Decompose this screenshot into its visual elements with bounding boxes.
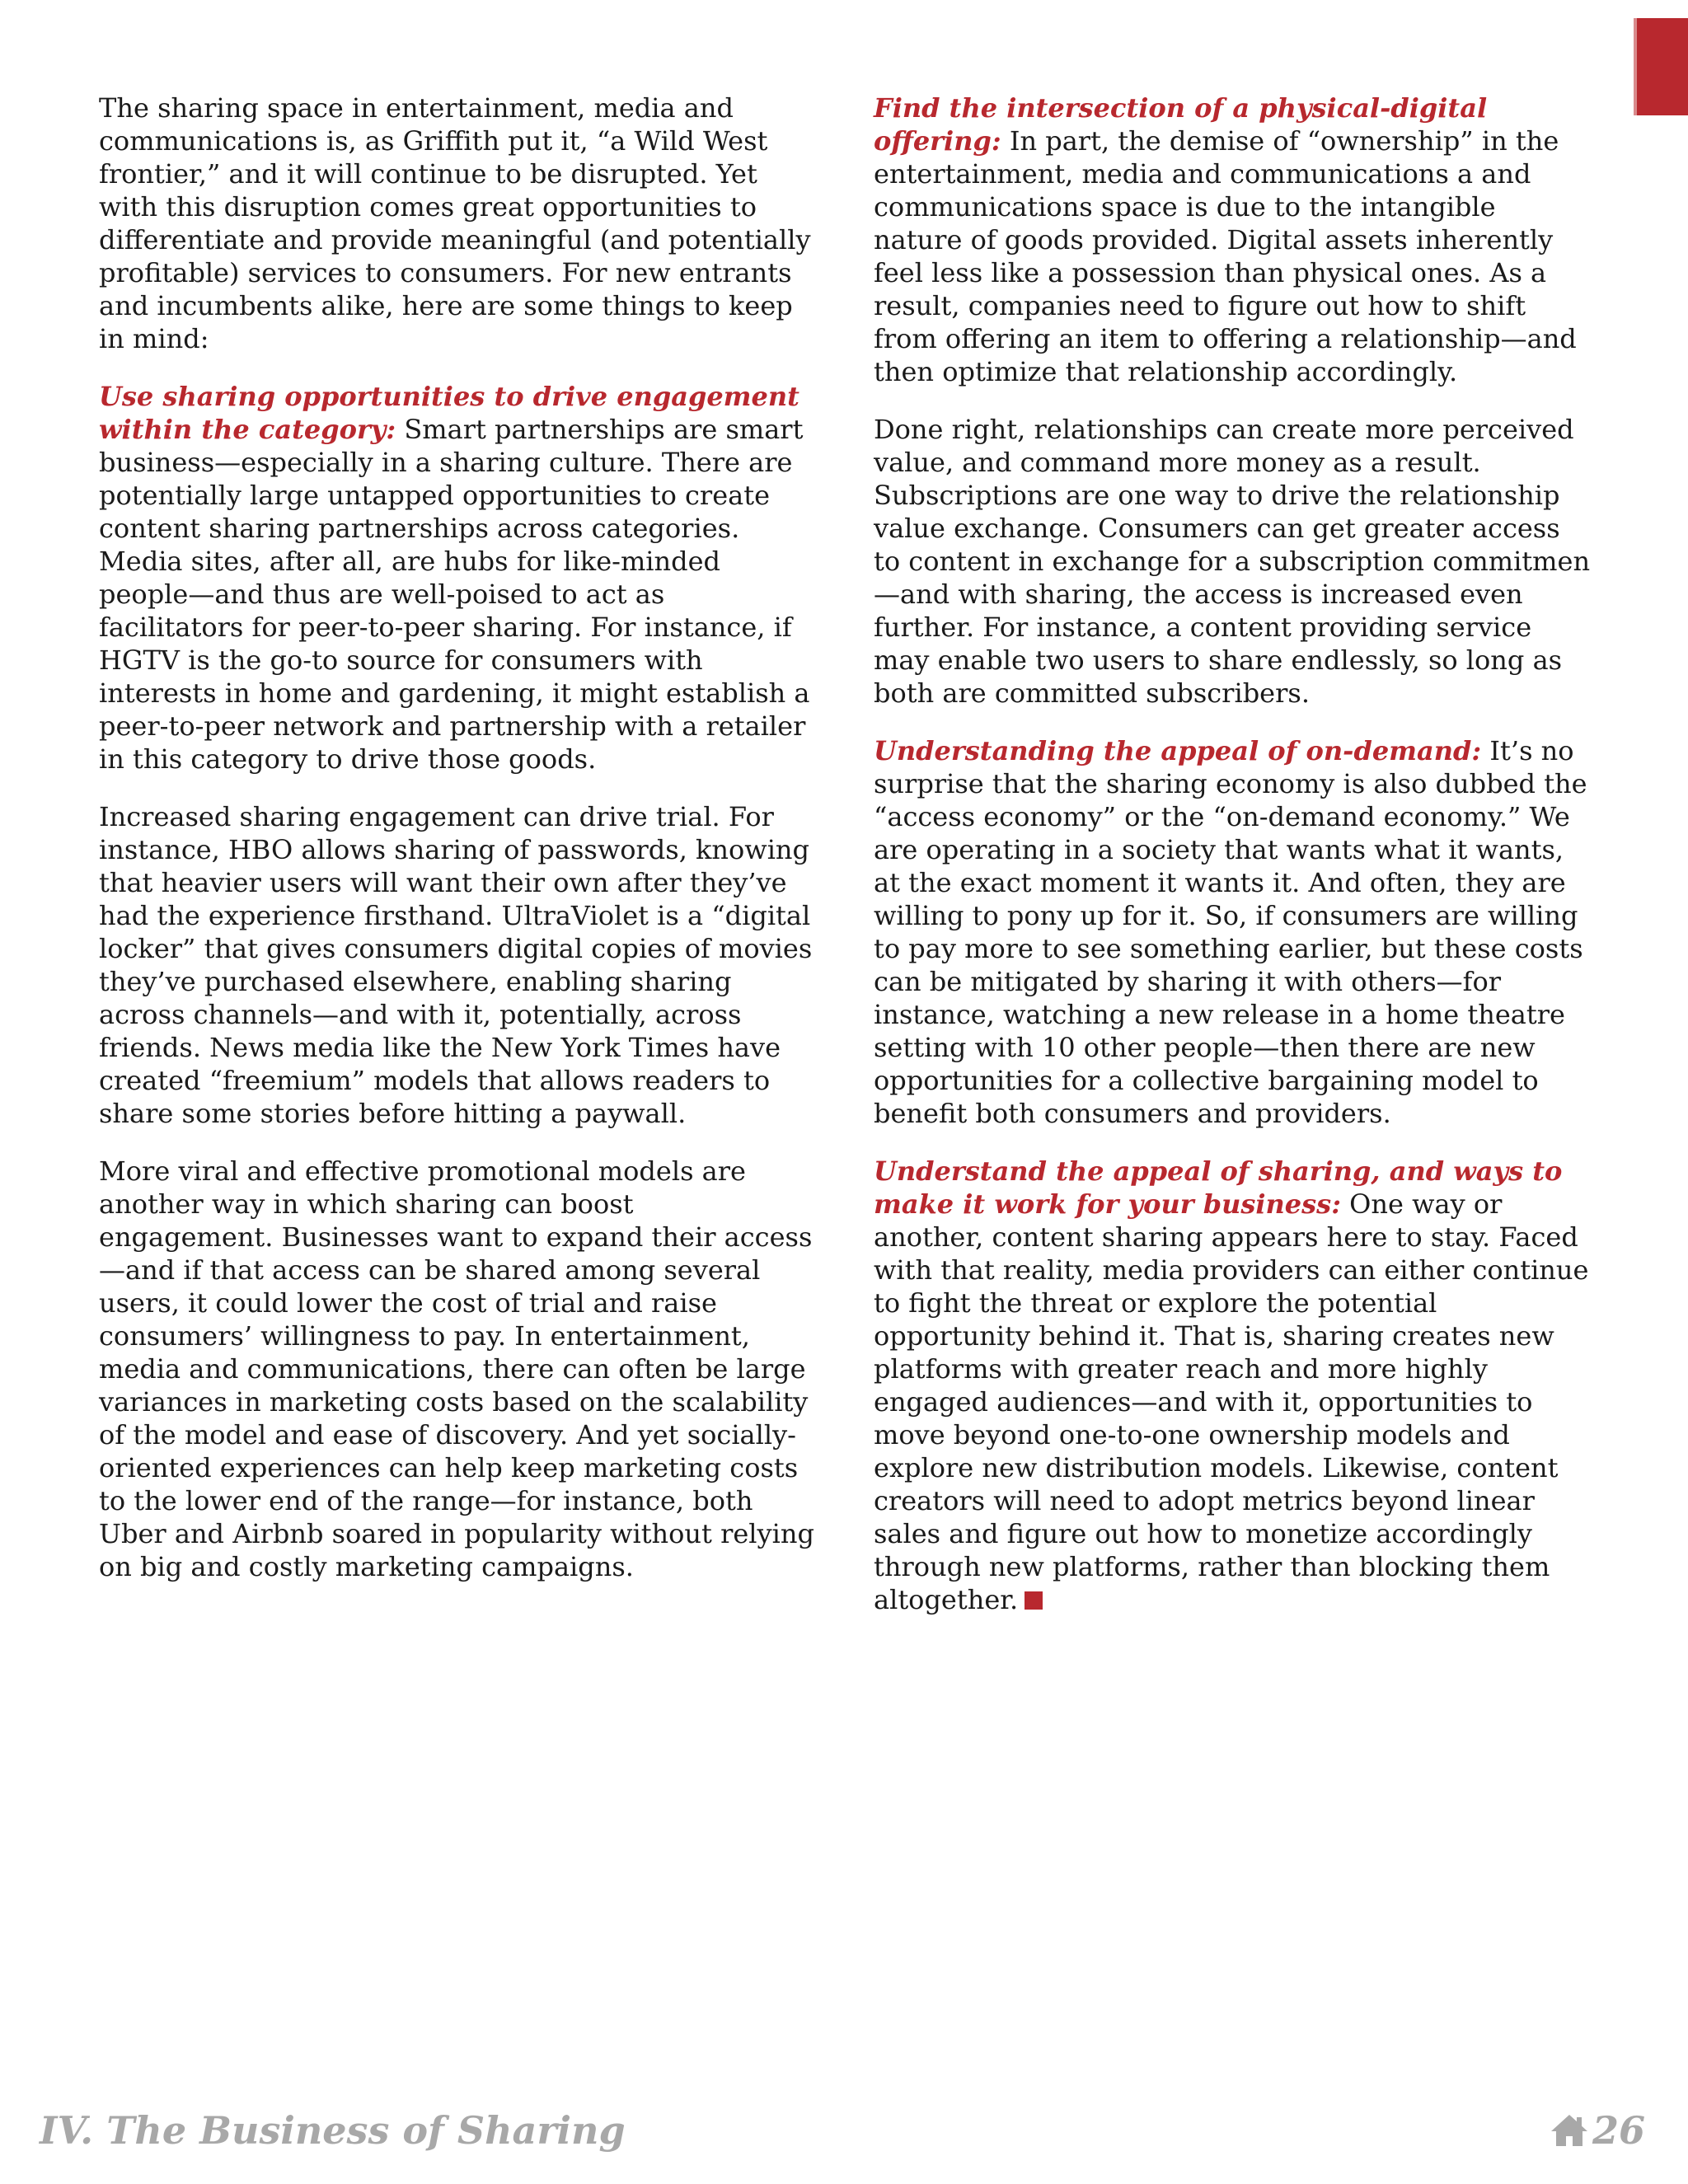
relationships-text: Done right, relationships can create more perceived value, and command more money as a result. Subscriptions are one way to drive the relationship value exchange. Consumers can get greater access to content in exchange for a subscription commitmen—and with sharing, the access is increased even further. For instance, a content providing service may enable two users to share endlessly, so long as both are committed subscribers. <box>874 414 1591 709</box>
physical-digital-text: In part, the demise of “ownership” in the entertainment, media and communications a and communications space is due to the intangible nature of goods provided. Digital assets inherently feel less like a possession than physical ones. As a result, companies need to figure out how to shift from offering an item to offering a relationship—and then optimize that relationship accordingly. <box>874 125 1577 387</box>
trial-paragraph <box>99 800 816 1130</box>
end-of-article-mark <box>1025 1591 1043 1610</box>
on-demand-text: It’s no surprise that the sharing economy is also dubbed the “access economy” or the “on-demand economy.” We are operating in a society that wants what it wants, at the exact moment it wants it. And often, they are willing to pony up for it. So, if consumers are willing to pay more to see something earlier, but these costs can be mitigated by sharing it with others—for instance, watching a new release in a home theatre setting with 10 other people—then there are new opportunities for a collective bargaining model to benefit both consumers and providers. <box>874 735 1587 1129</box>
promotional-paragraph <box>99 1155 816 1583</box>
appeal-of-sharing-paragraph <box>874 1155 1591 1616</box>
physical-digital-heading: Find the intersection of a physical-digital offering: <box>874 92 1488 157</box>
intro-paragraph <box>99 91 816 355</box>
footer-page-nav <box>1550 2108 1645 2153</box>
corner-tab-marker <box>1634 18 1688 115</box>
on-demand-heading: Understanding the appeal of on-demand: <box>874 735 1482 766</box>
physical-digital-paragraph <box>874 91 1591 388</box>
footer-section-title: IV. The Business of Sharing <box>40 2108 626 2153</box>
intro-text: The sharing space in entertainment, media and communications is, as Griffith put it, “a Wild West frontier,” and it will continue to be disrupted. Yet with this disruption comes great opportunities to differentiate and provide meaningful (and potentially profitable) services to consumers. For new entrants and incumbents alike, here are some things to keep in mind: <box>99 92 811 354</box>
home-icon[interactable] <box>1550 2112 1589 2149</box>
appeal-of-sharing-heading: Understand the appeal of sharing, and ways to make it work for your business: <box>874 1155 1563 1220</box>
relationships-paragraph <box>874 413 1591 710</box>
appeal-of-sharing-text: One way or another, content sharing appears here to stay. Faced with that reality, media providers can either continue to fight the threat or explore the potential opportunity behind it. That is, sharing creates new platforms with greater reach and more highly engaged audiences—and with it, opportunities to move beyond one-to-one ownership models and explore new distribution models. Likewise, content creators will need to adopt metrics beyond linear sales and figure out how to monetize accordingly through new platforms, rather than blocking them altogether. <box>874 1188 1589 1615</box>
page-number: 26 <box>1592 2108 1645 2153</box>
engagement-heading: Use sharing opportunities to drive engagement within the category: <box>99 381 799 445</box>
left-column <box>99 91 816 1608</box>
promotional-text: More viral and effective promotional models are another way in which sharing can boost engagement. Businesses want to expand their access—and if that access can be shared among several users, it could lower the cost of trial and raise consumers’ willingness to pay. In entertainment, media and communications, there can often be large variances in marketing costs based on the scalability of the model and ease of discovery. And yet socially-oriented experiences can help keep marketing costs to the lower end of the range—for instance, both Uber and Airbnb soared in popularity without relying on big and costly marketing campaigns. <box>99 1155 814 1582</box>
trial-text: Increased sharing engagement can drive trial. For instance, HBO allows sharing of passwords, knowing that heavier users will want their own after they’ve had the experience firsthand. UltraViolet is a “digital locker” that gives consumers digital copies of movies they’ve purchased elsewhere, enabling sharing across channels—and with it, potentially, across friends. News media like the New York Times have created “freemium” models that allows readers to share some stories before hitting a paywall. <box>99 801 813 1129</box>
on-demand-paragraph <box>874 734 1591 1130</box>
engagement-paragraph <box>99 380 816 776</box>
engagement-text: Smart partnerships are smart business—especially in a sharing culture. There are potentially large untapped opportunities to create content sharing partnerships across categories. Media sites, after all, are hubs for like-minded people—and thus are well-poised to act as facilitators for peer-to-peer sharing. For instance, if HGTV is the go-to source for consumers with interests in home and gardening, it might establish a peer-to-peer network and partnership with a retailer in this category to drive those goods. <box>99 414 810 775</box>
right-column <box>874 91 1591 1641</box>
